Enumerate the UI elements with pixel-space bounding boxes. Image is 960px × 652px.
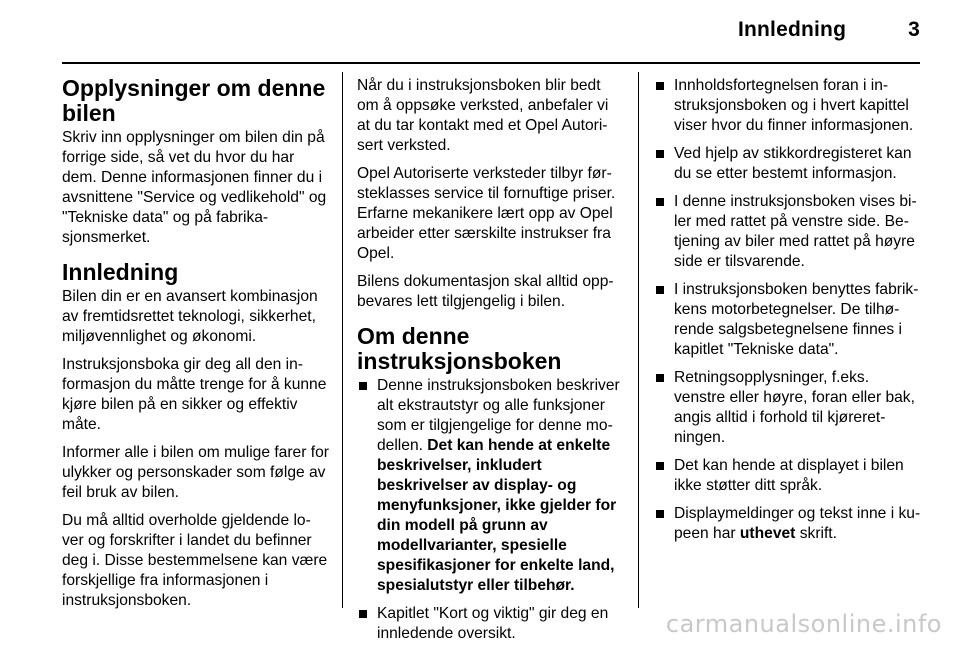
chapter-title: Innledning [737, 18, 847, 41]
paragraph: Instruksjonsboka gir deg all den in-formasjon du måtte trenge for å kunne kjøre bilen på en sikker og effektiv måte. [62, 356, 327, 433]
list-item [654, 280, 922, 360]
page-header [738, 18, 920, 42]
paragraph: Informer alle i bilen om mulige farer for ulykker og personskader som følge av feil bruk av bilen. [62, 444, 329, 501]
column-divider [342, 72, 343, 608]
bullet-list [357, 376, 625, 644]
list-item-text: Displaymeldinger og tekst inne i ku-peen har [674, 505, 921, 542]
paragraph: Du må alltid overholde gjeldende lo-ver og forskrifter i landet du befinner deg i. Disse bestemmelsene kan være forskjellige fra informasjonen i instruksjonsboken. [62, 512, 328, 609]
list-item [654, 192, 922, 272]
heading-vehicle-info: Opplysninger om denne bilen [62, 75, 326, 126]
page-number: 3 [908, 18, 920, 41]
paragraph: Når du i instruksjonsboken blir bedt om å oppsøke verksted, anbefaler vi at du tar kontakt med et Opel Autori-sert verksted. [357, 77, 609, 154]
watermark: carmanualsonline.info [665, 610, 942, 638]
list-item-text: Ved hjelp av stikkordregisteret kan du se etter bestemt informasjon. [674, 145, 912, 182]
heading-about-manual: Om denne instruksjonsboken [357, 323, 562, 374]
bullet-list [654, 76, 922, 544]
list-item [654, 504, 922, 544]
column-1 [62, 76, 330, 619]
list-item-emphasis: Det kan hende at enkelte beskrivelser, inkludert beskrivelser av display- og menyfunksjoner, ikke gjelder for din modell på grunn av modellvarianter, spesielle spesifikasjoner for enkelte land, spesialutstyr eller tilbehør. [377, 437, 617, 594]
list-item-text: Retningsopplysninger, f.eks. venstre eller høyre, foran eller bak, angis alltid i forhold til kjøreret-ningen. [674, 369, 915, 446]
list-item [654, 368, 922, 448]
paragraph: Skriv inn opplysninger om bilen din på forrige side, så vet du hvor du har dem. Denne informasjonen finner du i avsnittene "Service og vedlikehold" og "Tekniske data" og på fabrika-sjonsmerket. [62, 129, 327, 246]
list-item [654, 76, 922, 136]
column-2 [357, 76, 625, 652]
list-item [357, 604, 625, 644]
list-item-text: skrift. [799, 525, 837, 542]
list-item [654, 144, 922, 184]
list-item [654, 456, 922, 496]
header-rule [62, 62, 920, 64]
column-divider [638, 72, 639, 608]
list-item-text: I instruksjonsboken benyttes fabrik-kens motorbetegnelser. De tilhø-rende salgsbetegnelsene finnes i kapitlet "Tekniske data". [674, 281, 919, 358]
heading-introduction: Innledning [62, 259, 179, 285]
column-3 [654, 76, 922, 552]
paragraph: Bilen din er en avansert kombinasjon av fremtidsrettet teknologi, sikkerhet, miljøvennlighet og økonomi. [62, 288, 318, 345]
paragraph: Opel Autoriserte verksteder tilbyr før-steklasses service til fornuftige priser. Erfarne mekanikere lært opp av Opel arbeider etter særskilte instrukser fra Opel. [357, 165, 616, 262]
list-item [357, 376, 625, 596]
list-item-emphasis: uthevet [739, 525, 796, 542]
list-item-text: Innholdsfortegnelsen foran i in-struksjonsboken og i hvert kapittel viser hvor du finner informasjonen. [674, 77, 914, 134]
list-item-text: Denne instruksjonsboken beskriver alt ekstrautstyr og alle funksjoner som er tilgjengelige for denne mo-dellen. [377, 377, 620, 454]
paragraph: Bilens dokumentasjon skal alltid opp-bevares lett tilgjengelig i bilen. [357, 273, 614, 310]
list-item-text: Det kan hende at displayet i bilen ikke støtter ditt språk. [674, 457, 904, 494]
list-item-text: Kapitlet "Kort og viktig" gir deg en innledende oversikt. [377, 605, 609, 642]
list-item-text: I denne instruksjonsboken vises bi-ler med rattet på venstre side. Be-tjening av biler med rattet på høyre side er tilsvarende. [674, 193, 917, 270]
